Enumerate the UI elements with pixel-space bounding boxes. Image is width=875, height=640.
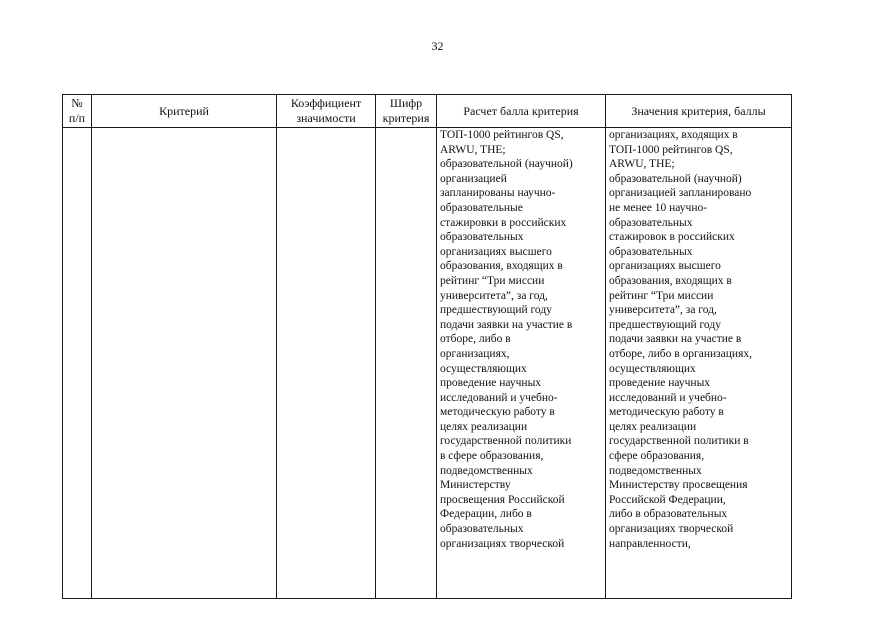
header-coefficient-line-1: Коэффициент bbox=[290, 96, 362, 111]
text-line: просвещения Российской bbox=[440, 493, 565, 506]
text-line: подачи заявки на участие в bbox=[609, 333, 742, 346]
text-line: предшествующий году bbox=[440, 304, 552, 317]
text-line: рейтинг “Три миссии bbox=[440, 274, 545, 287]
text-line: университета”, за год, bbox=[609, 304, 717, 317]
cell-number bbox=[63, 128, 92, 599]
text-line: рейтинг “Три миссии bbox=[609, 289, 714, 302]
text-line: запланированы научно- bbox=[440, 187, 556, 200]
text-line: ТОП-1000 рейтингов QS, bbox=[440, 129, 564, 141]
text-line: исследований и учебно- bbox=[440, 391, 558, 404]
header-code bbox=[376, 95, 437, 128]
text-line: организациях высшего bbox=[440, 245, 552, 258]
text-line: образовательной (научной) bbox=[440, 158, 573, 171]
text-line: осуществляющих bbox=[609, 362, 696, 375]
table-header-row bbox=[63, 95, 792, 128]
cell-values bbox=[606, 128, 792, 599]
text-line: Министерству просвещения bbox=[609, 479, 748, 492]
text-line: ARWU, THE; bbox=[609, 158, 675, 171]
text-line: проведение научных bbox=[609, 377, 711, 390]
text-line: либо в образовательных bbox=[609, 508, 728, 521]
text-line: целях реализации bbox=[609, 420, 697, 433]
text-line: образовательных bbox=[440, 523, 524, 536]
text-line: Министерству bbox=[440, 479, 511, 492]
text-line: организациях творческой bbox=[609, 523, 734, 536]
text-line: государственной политики в bbox=[609, 435, 749, 448]
text-line: не менее 10 научно- bbox=[609, 201, 708, 214]
text-line: образовательных bbox=[440, 231, 524, 244]
text-line: осуществляющих bbox=[440, 362, 527, 375]
header-code-line-2: критерия bbox=[382, 111, 430, 125]
text-line: стажировки в российских bbox=[440, 216, 567, 229]
text-line: Федерации, либо в bbox=[440, 508, 532, 521]
text-line: организациях, входящих в bbox=[609, 129, 738, 141]
text-line: подачи заявки на участие в bbox=[440, 318, 573, 331]
text-line: проведение научных bbox=[440, 377, 542, 390]
header-criterion: Критерий bbox=[92, 95, 277, 128]
cell-coefficient bbox=[277, 128, 376, 599]
header-calculation: Расчет балла критерия bbox=[437, 95, 606, 128]
header-values: Значения критерия, баллы bbox=[606, 95, 792, 128]
table-row bbox=[63, 128, 792, 599]
text-line: целях реализации bbox=[440, 420, 528, 433]
header-number-line-2: п/п bbox=[68, 111, 86, 125]
cell-calculation bbox=[437, 128, 606, 599]
text-line: сфере образования, bbox=[609, 450, 705, 463]
text-line: образования, входящих в bbox=[609, 274, 732, 287]
text-line: стажировок в российских bbox=[609, 231, 735, 244]
text-line: организацией запланировано bbox=[609, 187, 752, 200]
cell-criterion bbox=[92, 128, 277, 599]
text-line: отборе, либо в bbox=[440, 333, 511, 346]
header-code-line-1: Шифр bbox=[389, 96, 423, 111]
header-number-line-1: № bbox=[71, 96, 83, 111]
text-line: организациях высшего bbox=[609, 260, 721, 273]
text-line: подведомственных bbox=[609, 464, 702, 477]
text-line: образовательных bbox=[609, 245, 693, 258]
header-number bbox=[63, 95, 92, 128]
text-line: методическую работу в bbox=[440, 406, 555, 419]
text-line: Российской Федерации, bbox=[609, 493, 726, 506]
text-line: образовательной (научной) bbox=[609, 172, 742, 185]
text-line: ARWU, THE; bbox=[440, 143, 506, 156]
values-text bbox=[606, 128, 791, 551]
text-line: в сфере образования, bbox=[440, 450, 544, 463]
text-line: организациях, bbox=[440, 347, 510, 360]
text-line: ТОП-1000 рейтингов QS, bbox=[609, 143, 733, 156]
text-line: университета”, за год, bbox=[440, 289, 548, 302]
text-line: образования, входящих в bbox=[440, 260, 563, 273]
text-line: государственной политики bbox=[440, 435, 572, 448]
text-line: методическую работу в bbox=[609, 406, 724, 419]
cell-code bbox=[376, 128, 437, 599]
text-line: организациях творческой bbox=[440, 537, 565, 550]
text-line: направленности, bbox=[609, 537, 691, 550]
text-line: отборе, либо в организациях, bbox=[609, 347, 753, 360]
calculation-text bbox=[437, 128, 605, 551]
header-coefficient-line-2: значимости bbox=[296, 111, 356, 125]
criteria-table bbox=[62, 94, 792, 599]
text-line: подведомственных bbox=[440, 464, 533, 477]
text-line: образовательные bbox=[440, 201, 523, 214]
header-coefficient bbox=[277, 95, 376, 128]
text-line: исследований и учебно- bbox=[609, 391, 727, 404]
text-line: образовательных bbox=[609, 216, 693, 229]
text-line: предшествующий году bbox=[609, 318, 721, 331]
text-line: организацией bbox=[440, 172, 507, 185]
page-number: 32 bbox=[431, 39, 444, 53]
